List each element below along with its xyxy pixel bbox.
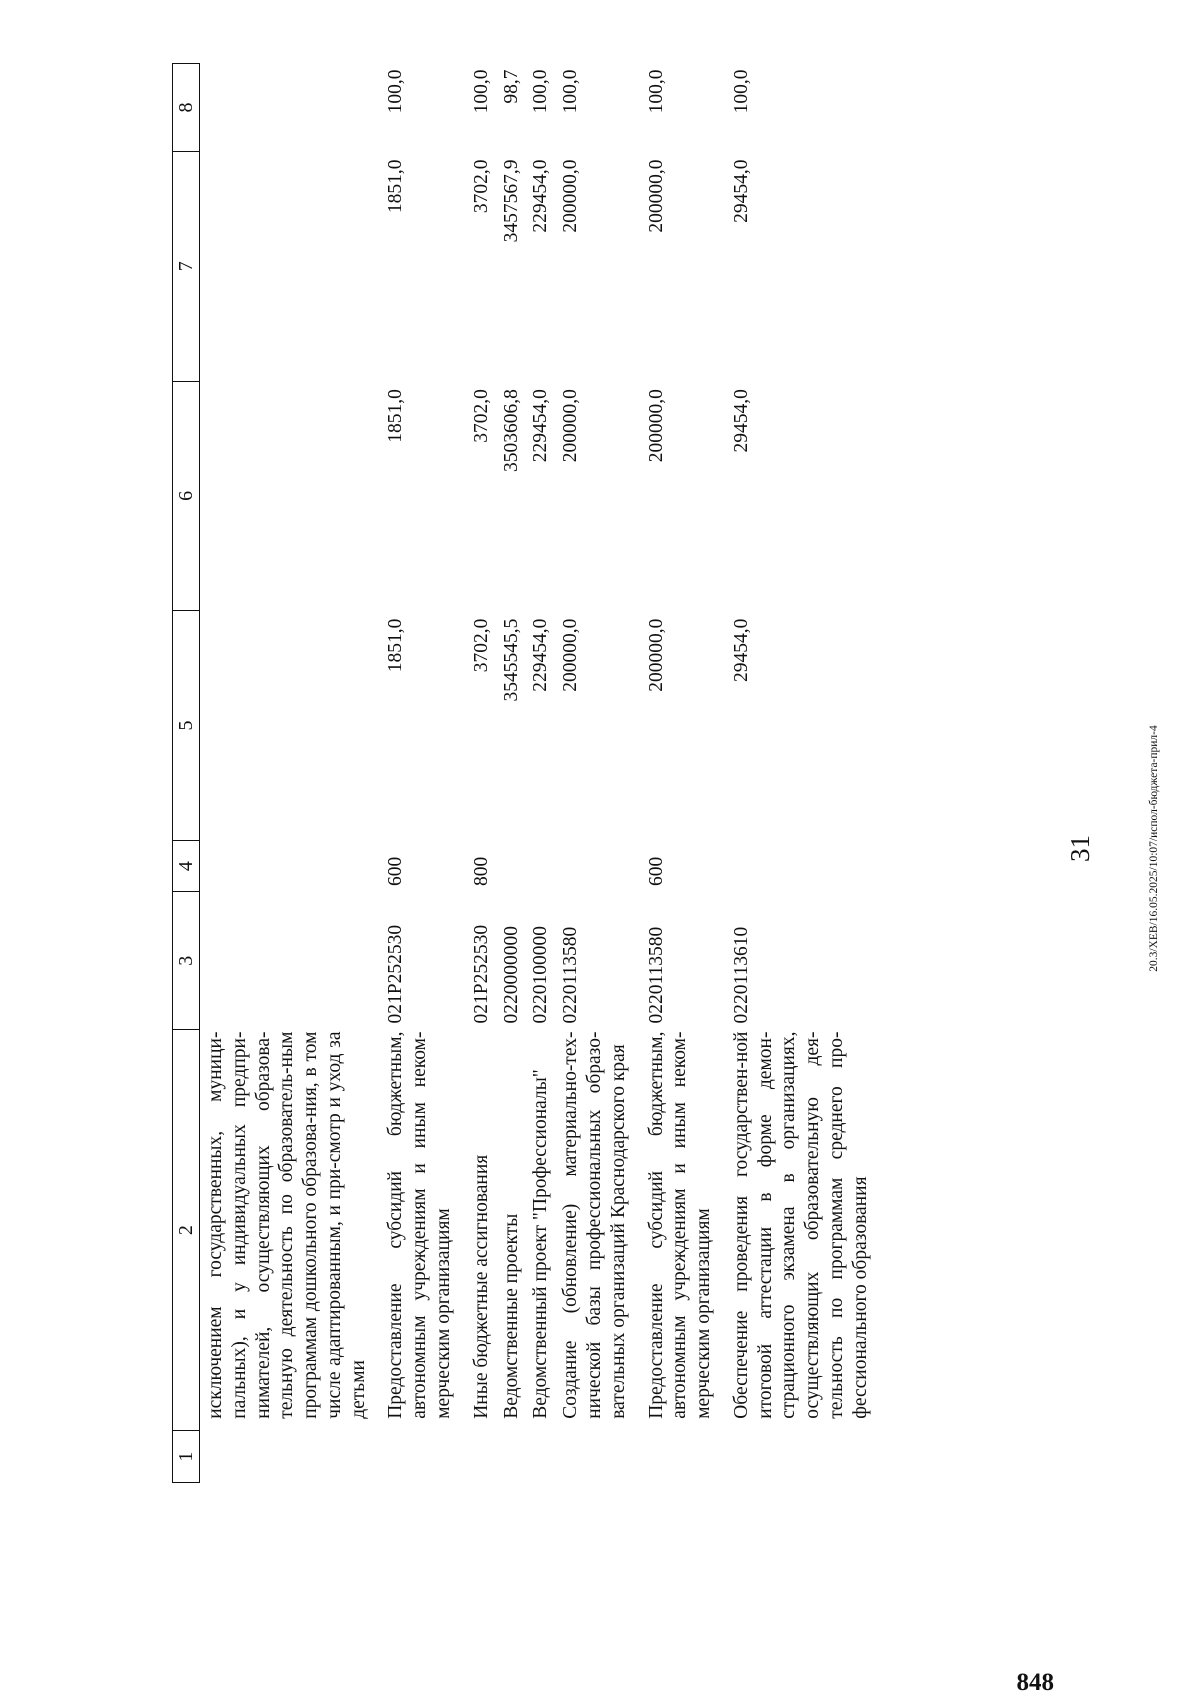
table-row [200, 64, 385, 1483]
cell-col-1 [384, 1431, 469, 1483]
cell-name: Создание (обновление) материально-тех-нической базы профессиональных образо-вательных организаций Краснодарского края [560, 1031, 629, 1419]
cell-col-8: 100,0 [560, 69, 582, 114]
header-col-5: 5 [173, 611, 200, 841]
header-col-6: 6 [173, 381, 200, 611]
cell-col-6: 229454,0 [530, 389, 552, 463]
cell-expense-type [529, 840, 559, 892]
cell-col-1 [730, 1431, 887, 1483]
cell-code: 021Р252530 [385, 924, 407, 1024]
cell-col-5: 29454,0 [730, 618, 752, 683]
cell-col-1 [645, 1431, 730, 1483]
cell-code: 0220100000 [530, 926, 552, 1024]
cell-expense-type [559, 840, 644, 892]
cell-col-8: 98,7 [500, 69, 522, 104]
cell-col-7: 229454,0 [530, 159, 552, 233]
cell-col-5: 1851,0 [385, 618, 407, 673]
cell-col-8 [200, 64, 385, 152]
cell-col-1 [500, 1431, 530, 1483]
cell-col-7: 3457567,9 [500, 159, 522, 243]
header-row [173, 64, 200, 1483]
cell-expense-type: 600 [385, 856, 407, 886]
cell-expense-type [200, 840, 385, 892]
cell-expense-type: 600 [645, 856, 667, 886]
table-row [730, 64, 887, 1483]
header-col-3: 3 [173, 892, 200, 1030]
cell-col-8: 100,0 [385, 69, 407, 114]
cell-col-7: 200000,0 [645, 159, 667, 233]
cell-col-1 [200, 1431, 385, 1483]
cell-code: 0220113580 [645, 926, 667, 1024]
cell-col-6: 29454,0 [730, 389, 752, 453]
cell-col-5: 3545545,5 [500, 618, 522, 702]
cell-code: 021Р252530 [470, 924, 492, 1024]
table-row [559, 64, 644, 1483]
cell-name: Предоставление субсидий бюджетным, автономным учреждениям и иным неком-мерческим организациям [645, 1031, 715, 1419]
cell-col-5 [200, 611, 385, 841]
table-row [500, 64, 530, 1483]
page-number: 31 [1065, 835, 1095, 862]
cell-code [200, 892, 385, 1030]
cell-col-8: 100,0 [530, 69, 552, 114]
header-col-2: 2 [173, 1030, 200, 1431]
sheet-number: 848 [1016, 1669, 1054, 1696]
cell-name: Ведомственные проекты [500, 1213, 522, 1419]
cell-col-7: 3702,0 [470, 159, 492, 214]
cell-col-7: 200000,0 [560, 159, 582, 233]
cell-col-6 [200, 381, 385, 611]
cell-col-7 [200, 151, 385, 381]
cell-col-5: 229454,0 [530, 618, 552, 692]
cell-col-1 [559, 1431, 644, 1483]
header-col-7: 7 [173, 151, 200, 381]
cell-col-7: 29454,0 [730, 159, 752, 223]
cell-name: Обеспечение проведения государствен-ной итоговой аттестации в форме демон-страционного экзамена в организациях, осуществляющих образовательную дея-тельность по программам среднего про-фессионального образования [730, 1031, 871, 1419]
cell-col-5: 3702,0 [470, 618, 492, 673]
cell-name: Предоставление субсидий бюджетным, автономным учреждениям и иным неком-мерческим организациям [385, 1031, 455, 1419]
cell-col-8: 100,0 [730, 69, 752, 114]
table-row [470, 64, 500, 1483]
footer-code: 20.3/XEB/16.05.2025/10:07/испол-бюджета-прил-4 [1148, 725, 1160, 972]
cell-col-6: 1851,0 [385, 389, 407, 443]
table-row [384, 64, 469, 1483]
cell-col-6: 200000,0 [645, 389, 667, 463]
cell-col-8: 100,0 [645, 69, 667, 114]
cell-col-7: 1851,0 [385, 159, 407, 214]
cell-expense-type [730, 840, 887, 892]
cell-name: Иные бюджетные ассигнования [470, 1154, 492, 1419]
cell-col-5: 200000,0 [560, 618, 582, 692]
cell-col-6: 200000,0 [560, 389, 582, 463]
cell-name: Ведомственный проект "Профессионалы" [530, 1069, 552, 1419]
cell-col-1 [529, 1431, 559, 1483]
cell-col-8: 100,0 [470, 69, 492, 114]
table-row [529, 64, 559, 1483]
cell-expense-type: 800 [470, 856, 492, 886]
budget-table [172, 63, 887, 1483]
cell-code: 0220000000 [500, 926, 522, 1024]
cell-name: исключением государственных, муници-пальных), и у индивидуальных предпри-нимателей, осуществляющих образова-тельную деятельность по образователь-ным программам дошкольного образова-ния, в том числе адаптированным, и при-смотр и уход за детьми [205, 1031, 369, 1419]
header-col-8: 8 [173, 64, 200, 152]
cell-col-5: 200000,0 [645, 618, 667, 692]
cell-expense-type [500, 840, 530, 892]
cell-col-6: 3702,0 [470, 389, 492, 443]
cell-code: 0220113610 [730, 926, 752, 1024]
header-col-1: 1 [173, 1431, 200, 1483]
cell-col-1 [470, 1431, 500, 1483]
table-row [645, 64, 730, 1483]
cell-col-6: 3503606,8 [500, 389, 522, 472]
cell-code: 0220113580 [560, 926, 582, 1024]
header-col-4: 4 [173, 840, 200, 892]
